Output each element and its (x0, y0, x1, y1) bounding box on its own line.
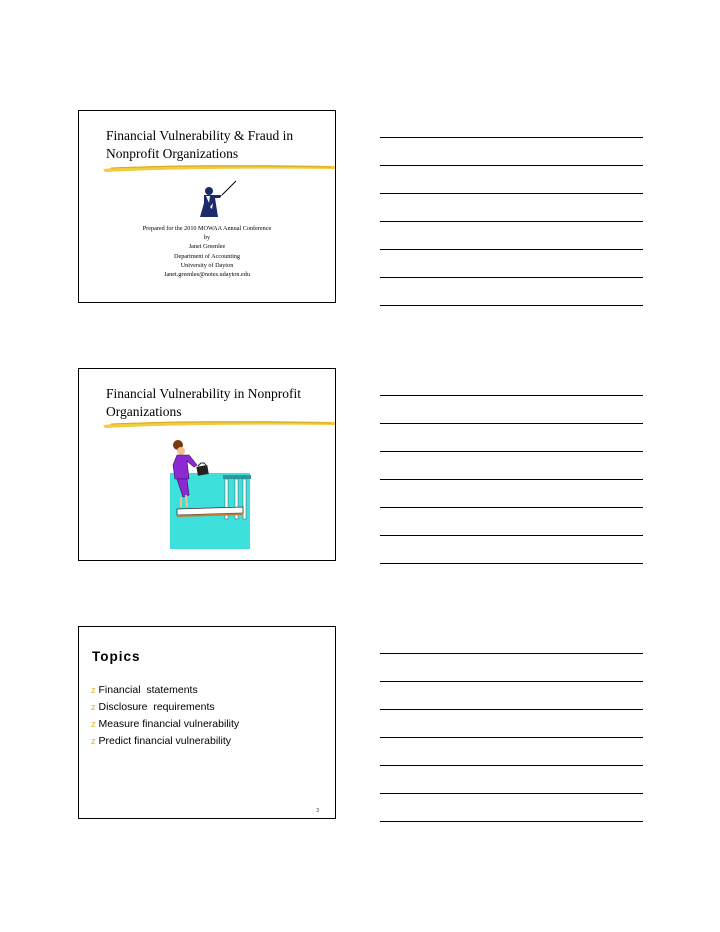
presenter-credits: Prepared for the 2010 MOWAA Annual Conference by Janet Greenlee Department of Accounting University of Dayton Janet.greenlee@notes.udayton.edu (142, 225, 272, 279)
note-line (380, 653, 643, 654)
slide-title: Topics (92, 649, 141, 664)
note-line (380, 535, 643, 536)
bullet-marker: z (91, 736, 96, 746)
note-line (380, 423, 643, 424)
bullet-marker: z (91, 702, 96, 712)
list-item: z Financial statements (91, 684, 198, 696)
note-line (380, 681, 643, 682)
list-item: z Disclosure requirements (91, 701, 215, 713)
note-line (380, 249, 643, 250)
note-line (380, 221, 643, 222)
gold-brush-divider (101, 419, 336, 429)
note-line (380, 137, 643, 138)
list-item: z Measure financial vulnerability (91, 718, 240, 730)
note-line (380, 305, 643, 306)
note-line (380, 563, 643, 564)
note-line (380, 709, 643, 710)
slide-number: 3 (316, 808, 319, 814)
slide-2 (78, 368, 336, 561)
bullet-marker: z (91, 685, 96, 695)
slide-3 (78, 626, 336, 819)
note-line (380, 793, 643, 794)
list-item: z Predict financial vulnerability (91, 735, 231, 747)
businesswoman-diving-board-icon (167, 435, 253, 551)
slide-1 (78, 110, 336, 303)
presenter-pointing-icon (196, 179, 246, 219)
note-line (380, 479, 643, 480)
slide-title: Financial Vulnerability & Fraud in Nonprofit Organizations (106, 128, 294, 161)
note-line (380, 165, 643, 166)
note-line (380, 821, 643, 822)
bullet-list (91, 682, 239, 750)
note-line (380, 451, 643, 452)
gold-brush-divider (101, 163, 336, 173)
bullet-marker: z (91, 719, 96, 729)
note-line (380, 277, 643, 278)
note-line (380, 193, 643, 194)
note-line (380, 737, 643, 738)
note-line (380, 395, 643, 396)
slide-title: Financial Vulnerability in Nonprofit Organizations (106, 386, 302, 419)
note-line (380, 765, 643, 766)
note-line (380, 507, 643, 508)
